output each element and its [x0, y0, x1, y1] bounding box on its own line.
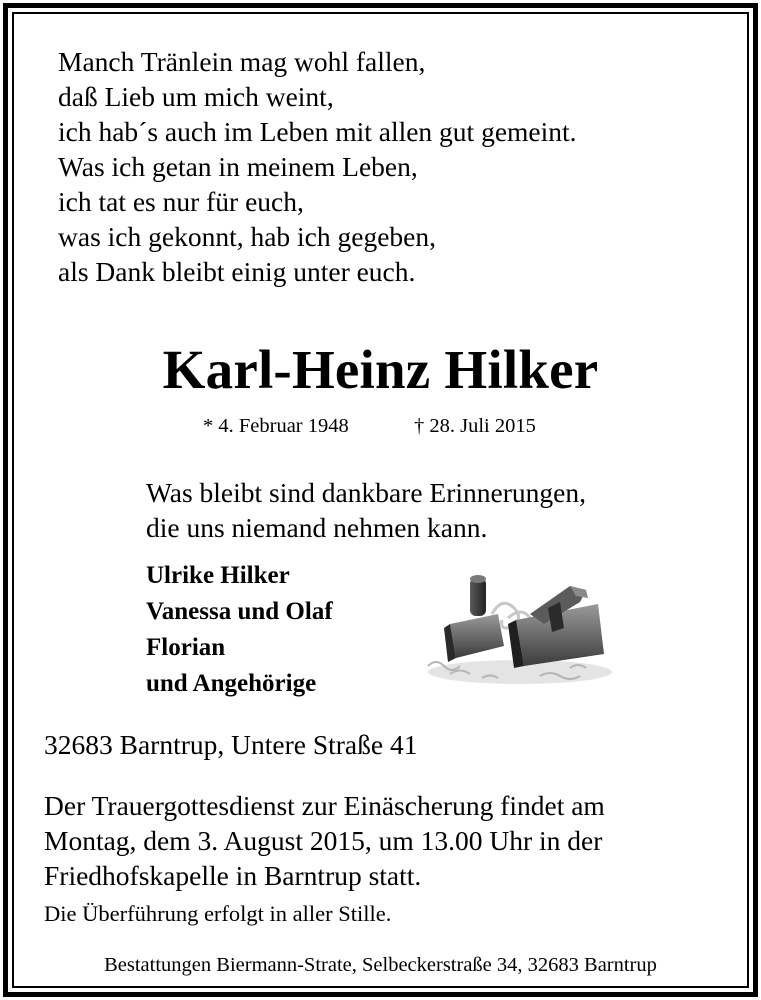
poem: [58, 44, 577, 289]
wood-plane-icon: [420, 568, 612, 692]
undertaker-line: Bestattungen Biermann-Strate, Selbeckerstraße 34, 32683 Barntrup: [104, 954, 657, 976]
poem-line: als Dank bleibt einig unter euch.: [58, 256, 416, 287]
mourner-name: und Angehörige: [146, 670, 317, 697]
mourner-name: Ulrike Hilker: [146, 562, 290, 589]
mourner-name: Vanessa und Olaf: [146, 598, 333, 625]
service-line: Der Trauergottesdienst zur Einäscherung findet am: [44, 790, 605, 821]
poem-line: ich tat es nur für euch,: [58, 186, 304, 217]
mourner-name: Florian: [146, 634, 226, 661]
poem-line: daß Lieb um mich weint,: [58, 81, 334, 112]
poem-line: was ich gekonnt, hab ich gegeben,: [58, 221, 437, 252]
memorial-quote: [146, 475, 586, 545]
deceased-name: Karl-Heinz Hilker: [162, 339, 599, 400]
poem-line: Manch Tränlein mag wohl fallen,: [58, 46, 426, 77]
funeral-service-notice: [44, 788, 605, 893]
service-line: Friedhofskapelle in Barntrup statt.: [44, 860, 422, 891]
quote-line: die uns niemand nehmen kann.: [146, 512, 488, 543]
transfer-note: Die Überführung erfolgt in aller Stille.: [44, 901, 392, 926]
service-line: Montag, dem 3. August 2015, um 13.00 Uhr in der: [44, 825, 603, 856]
mourners-list: [146, 558, 333, 702]
poem-line: ich hab´s auch im Leben mit allen gut gemeint.: [58, 116, 577, 147]
quote-line: Was bleibt sind dankbare Erinnerungen,: [146, 477, 586, 508]
poem-line: Was ich getan in meinem Leben,: [58, 151, 418, 182]
birth-date: * 4. Februar 1948: [203, 415, 349, 437]
family-address: 32683 Barntrup, Untere Straße 41: [44, 729, 418, 760]
death-date: † 28. Juli 2015: [414, 415, 536, 437]
